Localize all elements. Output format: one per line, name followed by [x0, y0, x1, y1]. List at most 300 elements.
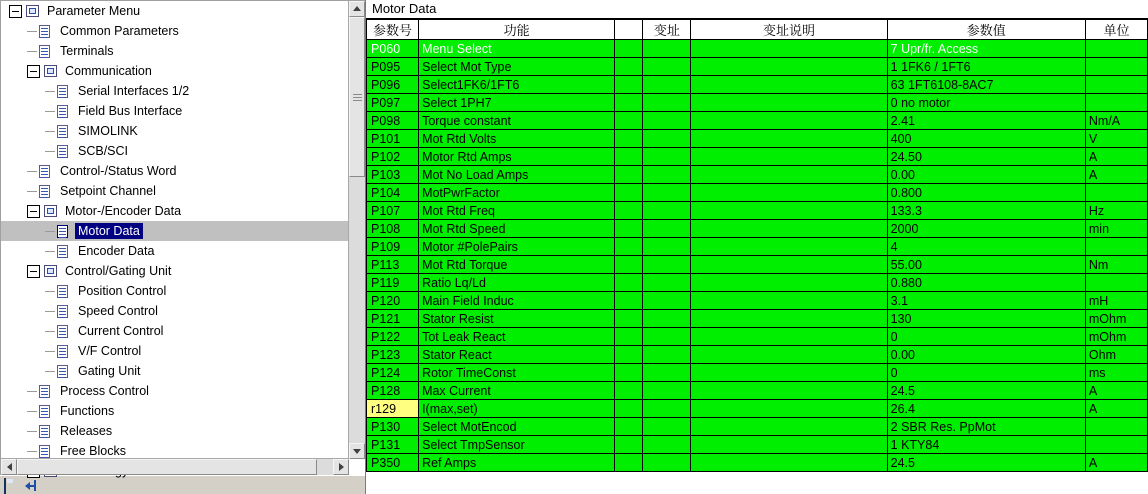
cell-unit[interactable]: Nm/A [1085, 112, 1147, 130]
cell-param-value[interactable]: 130 [887, 310, 1085, 328]
cell-index[interactable] [643, 292, 691, 310]
tree-item-label: Setpoint Channel [60, 184, 156, 198]
tree-indent [1, 361, 45, 381]
cell-param-value[interactable]: 0.00 [887, 346, 1085, 364]
cell-unit[interactable] [1085, 94, 1147, 112]
cell-function[interactable]: Select MotEncod [419, 418, 615, 436]
cell-param-number[interactable]: P130 [367, 418, 419, 436]
cell-index[interactable] [643, 400, 691, 418]
cell-param-number[interactable]: P109 [367, 238, 419, 256]
cell-param-number[interactable]: P103 [367, 166, 419, 184]
tree-item-encoder-data[interactable] [1, 241, 349, 261]
cell-param-number[interactable]: P131 [367, 436, 419, 454]
floppy-icon[interactable] [4, 479, 17, 491]
tree-item-label: Encoder Data [78, 244, 155, 258]
tree-item-label: Gating Unit [78, 364, 141, 378]
cell-param-number[interactable]: P128 [367, 382, 419, 400]
cell-index[interactable] [643, 166, 691, 184]
expander-minus-icon[interactable] [27, 65, 40, 78]
cell-unit[interactable]: A [1085, 382, 1147, 400]
tree-item-label: Current Control [78, 324, 164, 338]
tree-item-label: Control-/Status Word [60, 164, 177, 178]
table-row[interactable] [367, 274, 1148, 292]
tree-item-control-status-word[interactable] [1, 161, 349, 181]
tree-item-speed-control[interactable] [1, 301, 349, 321]
cell-blank[interactable] [615, 454, 643, 472]
tree-indent [1, 241, 45, 261]
table-scroll-viewport[interactable] [366, 18, 1148, 494]
table-row[interactable] [367, 58, 1148, 76]
table-row[interactable] [367, 382, 1148, 400]
cell-index-description[interactable] [691, 274, 887, 292]
cell-index-description[interactable] [691, 418, 887, 436]
tree-item-common-parameters[interactable] [1, 21, 349, 41]
cell-index-description[interactable] [691, 454, 887, 472]
tree-area[interactable] [0, 0, 365, 475]
cell-function[interactable]: Mot Rtd Freq [419, 202, 615, 220]
tree-connector-line [45, 291, 55, 292]
tree-item-process-control[interactable] [1, 381, 349, 401]
cell-param-value[interactable]: 24.50 [887, 148, 1085, 166]
tree-indent [1, 161, 27, 181]
cell-param-number[interactable]: P108 [367, 220, 419, 238]
tree-indent [1, 261, 27, 281]
cell-unit[interactable] [1085, 238, 1147, 256]
tree-horizontal-scroll-thumb[interactable] [17, 459, 317, 475]
cell-index-description[interactable] [691, 58, 887, 76]
cell-unit[interactable] [1085, 76, 1147, 94]
group-icon [44, 264, 58, 278]
table-row[interactable] [367, 364, 1148, 382]
cell-index[interactable] [643, 382, 691, 400]
scroll-down-arrow-icon[interactable] [349, 443, 365, 459]
cell-param-value[interactable]: 7 Upr/fr. Access [887, 40, 1085, 58]
cell-index[interactable] [643, 346, 691, 364]
tree-item-setpoint-channel[interactable] [1, 181, 349, 201]
table-row[interactable] [367, 40, 1148, 58]
tree-connector-line [45, 251, 55, 252]
tree-item-communication[interactable] [1, 61, 349, 81]
cell-blank[interactable] [615, 94, 643, 112]
tree-item-current-control[interactable] [1, 321, 349, 341]
cell-blank[interactable] [615, 220, 643, 238]
expander-minus-icon[interactable] [27, 205, 40, 218]
tree-indent [1, 421, 27, 441]
cell-blank[interactable] [615, 310, 643, 328]
cell-param-value[interactable]: 400 [887, 130, 1085, 148]
cell-index-description[interactable] [691, 130, 887, 148]
cell-index[interactable] [643, 418, 691, 436]
cell-function[interactable]: Mot No Load Amps [419, 166, 615, 184]
cell-function[interactable]: Mot Rtd Speed [419, 220, 615, 238]
table-row[interactable] [367, 400, 1148, 418]
cell-blank[interactable] [615, 202, 643, 220]
group-icon [44, 64, 58, 78]
cell-index-description[interactable] [691, 220, 887, 238]
cell-blank[interactable] [615, 130, 643, 148]
cell-index[interactable] [643, 40, 691, 58]
tree-item-releases[interactable] [1, 421, 349, 441]
cell-unit[interactable]: mOhm [1085, 310, 1147, 328]
cell-unit[interactable]: ms [1085, 364, 1147, 382]
scroll-up-arrow-icon[interactable] [349, 1, 365, 17]
table-row[interactable] [367, 328, 1148, 346]
tree-indent [1, 281, 45, 301]
cell-function[interactable]: Menu Select [419, 40, 615, 58]
table-row[interactable] [367, 292, 1148, 310]
table-row[interactable] [367, 418, 1148, 436]
cell-param-number[interactable]: P102 [367, 148, 419, 166]
table-row[interactable] [367, 202, 1148, 220]
cell-param-value[interactable]: 24.5 [887, 382, 1085, 400]
doc-icon [39, 184, 53, 198]
tree-item-scb-sci[interactable] [1, 141, 349, 161]
cell-index[interactable] [643, 238, 691, 256]
cell-index[interactable] [643, 436, 691, 454]
tree-item-label: Free Blocks [60, 444, 126, 458]
table-row[interactable] [367, 256, 1148, 274]
cell-blank[interactable] [615, 418, 643, 436]
cell-blank[interactable] [615, 382, 643, 400]
cell-index-description[interactable] [691, 382, 887, 400]
column-header-param-number[interactable]: 参数号 [367, 20, 419, 40]
cell-param-value[interactable]: 1 1FK6 / 1FT6 [887, 58, 1085, 76]
cell-param-value[interactable]: 4 [887, 238, 1085, 256]
group-icon [44, 204, 58, 218]
tree-item-label: Serial Interfaces 1/2 [78, 84, 190, 98]
cell-unit[interactable]: mH [1085, 292, 1147, 310]
tree-connector-line [27, 31, 37, 32]
cell-index-description[interactable] [691, 256, 887, 274]
tree-connector-line [45, 131, 55, 132]
tree-list [1, 1, 349, 481]
cell-param-number[interactable]: P119 [367, 274, 419, 292]
cell-index-description[interactable] [691, 40, 887, 58]
cell-unit[interactable]: V [1085, 130, 1147, 148]
cell-index[interactable] [643, 148, 691, 166]
doc-icon [39, 424, 53, 438]
cell-blank[interactable] [615, 76, 643, 94]
cell-blank[interactable] [615, 40, 643, 58]
cell-param-value[interactable]: 0.880 [887, 274, 1085, 292]
cell-index-description[interactable] [691, 166, 887, 184]
tree-item-label: V/F Control [78, 344, 142, 358]
cell-unit[interactable]: min [1085, 220, 1147, 238]
cell-unit[interactable] [1085, 436, 1147, 454]
tree-item-position-control[interactable] [1, 281, 349, 301]
cell-param-number[interactable]: P107 [367, 202, 419, 220]
cell-unit[interactable] [1085, 418, 1147, 436]
cell-unit[interactable]: Hz [1085, 202, 1147, 220]
cell-blank[interactable] [615, 328, 643, 346]
cell-param-number[interactable]: P098 [367, 112, 419, 130]
cell-unit[interactable] [1085, 184, 1147, 202]
cell-index-description[interactable] [691, 76, 887, 94]
cell-index[interactable] [643, 94, 691, 112]
cell-param-number[interactable]: P122 [367, 328, 419, 346]
cell-index-description[interactable] [691, 202, 887, 220]
cell-param-number[interactable]: P095 [367, 58, 419, 76]
cell-index[interactable] [643, 220, 691, 238]
cell-index-description[interactable] [691, 112, 887, 130]
cell-blank[interactable] [615, 112, 643, 130]
tree-indent [1, 1, 9, 21]
group-icon [26, 4, 40, 18]
cell-index-description[interactable] [691, 292, 887, 310]
tree-indent [1, 101, 45, 121]
tree-indent [1, 121, 45, 141]
cell-blank[interactable] [615, 436, 643, 454]
tree-item-gating-unit[interactable] [1, 361, 349, 381]
doc-icon [39, 384, 53, 398]
tree-connector-line [45, 331, 55, 332]
table-row[interactable] [367, 148, 1148, 166]
cell-function[interactable]: I(max,set) [419, 400, 615, 418]
tree-item-v-f-control[interactable] [1, 341, 349, 361]
cell-blank[interactable] [615, 292, 643, 310]
cell-function[interactable]: Ref Amps [419, 454, 615, 472]
cell-param-value[interactable]: 2 SBR Res. PpMot [887, 418, 1085, 436]
cell-param-number[interactable]: P121 [367, 310, 419, 328]
tree-item-label: Common Parameters [60, 24, 179, 38]
arrow-left-icon[interactable] [25, 480, 39, 491]
cell-param-value[interactable]: 63 1FT6108-8AC7 [887, 76, 1085, 94]
cell-function[interactable]: Torque constant [419, 112, 615, 130]
tree-indent [1, 41, 27, 61]
tree-indent [1, 401, 27, 421]
cell-function[interactable]: Tot Leak React [419, 328, 615, 346]
table-row[interactable] [367, 238, 1148, 256]
cell-blank[interactable] [615, 364, 643, 382]
cell-index[interactable] [643, 274, 691, 292]
cell-unit[interactable]: A [1085, 454, 1147, 472]
cell-blank[interactable] [615, 346, 643, 364]
column-header-blank[interactable] [615, 20, 643, 40]
tree-item-control-gating-unit[interactable] [1, 261, 349, 281]
cell-param-value[interactable]: 0 [887, 364, 1085, 382]
cell-index[interactable] [643, 130, 691, 148]
cell-blank[interactable] [615, 184, 643, 202]
cell-param-number[interactable]: P101 [367, 130, 419, 148]
cell-param-number[interactable]: P096 [367, 76, 419, 94]
parameter-tree-panel [0, 0, 366, 494]
table-row[interactable] [367, 76, 1148, 94]
cell-index[interactable] [643, 256, 691, 274]
doc-icon [57, 224, 71, 238]
cell-blank[interactable] [615, 238, 643, 256]
tree-item-functions[interactable] [1, 401, 349, 421]
cell-param-value[interactable]: 2000 [887, 220, 1085, 238]
table-row[interactable] [367, 310, 1148, 328]
cell-unit[interactable] [1085, 40, 1147, 58]
cell-index-description[interactable] [691, 364, 887, 382]
table-row[interactable] [367, 130, 1148, 148]
table-row[interactable] [367, 436, 1148, 454]
cell-param-value[interactable]: 133.3 [887, 202, 1085, 220]
tree-connector-line [45, 111, 55, 112]
table-row[interactable] [367, 346, 1148, 364]
cell-param-number[interactable]: P123 [367, 346, 419, 364]
cell-param-value[interactable]: 0 no motor [887, 94, 1085, 112]
cell-blank[interactable] [615, 166, 643, 184]
cell-index[interactable] [643, 184, 691, 202]
expander-minus-icon[interactable] [9, 5, 22, 18]
cell-unit[interactable]: Nm [1085, 256, 1147, 274]
cell-function[interactable]: Stator React [419, 346, 615, 364]
cell-blank[interactable] [615, 58, 643, 76]
cell-param-value[interactable]: 0 [887, 328, 1085, 346]
cell-function[interactable]: Mot Rtd Torque [419, 256, 615, 274]
tree-item-label: Functions [60, 404, 115, 418]
tree-item-simolink[interactable] [1, 121, 349, 141]
cell-param-value[interactable]: 3.1 [887, 292, 1085, 310]
cell-index-description[interactable] [691, 328, 887, 346]
cell-unit[interactable] [1085, 58, 1147, 76]
tree-indent [1, 61, 27, 81]
cell-index-description[interactable] [691, 184, 887, 202]
cell-function[interactable]: Select TmpSensor [419, 436, 615, 454]
cell-index-description[interactable] [691, 400, 887, 418]
cell-param-value[interactable]: 55.00 [887, 256, 1085, 274]
cell-param-value[interactable]: 24.5 [887, 454, 1085, 472]
table-row[interactable] [367, 184, 1148, 202]
cell-unit[interactable]: mOhm [1085, 328, 1147, 346]
tree-connector-line [45, 231, 55, 232]
tree-item-terminals[interactable] [1, 41, 349, 61]
cell-function[interactable]: Max Current [419, 382, 615, 400]
tree-vertical-scrollbar[interactable] [348, 1, 365, 459]
cell-param-value[interactable]: 1 KTY84 [887, 436, 1085, 454]
scroll-left-arrow-icon[interactable] [1, 459, 17, 475]
tree-vertical-scroll-thumb[interactable] [349, 17, 365, 177]
column-header-param-value[interactable]: 参数值 [887, 20, 1085, 40]
parameter-table [366, 19, 1148, 472]
cell-index-description[interactable] [691, 436, 887, 454]
tree-scroll-viewport [1, 1, 349, 459]
cell-function[interactable]: Stator Resist [419, 310, 615, 328]
cell-function[interactable]: Rotor TimeConst [419, 364, 615, 382]
cell-param-value[interactable]: 2.41 [887, 112, 1085, 130]
column-header-function[interactable]: 功能 [419, 20, 615, 40]
tree-item-field-bus-interface[interactable] [1, 101, 349, 121]
cell-function[interactable]: MotPwrFactor [419, 184, 615, 202]
cell-unit[interactable]: A [1085, 400, 1147, 418]
cell-function[interactable]: Mot Rtd Volts [419, 130, 615, 148]
cell-index[interactable] [643, 112, 691, 130]
cell-function[interactable]: Motor #PolePairs [419, 238, 615, 256]
tree-item-label: Field Bus Interface [78, 104, 183, 118]
cell-param-value[interactable]: 0.800 [887, 184, 1085, 202]
tree-indent [1, 341, 45, 361]
cell-param-number[interactable]: P120 [367, 292, 419, 310]
cell-unit[interactable] [1085, 274, 1147, 292]
cell-unit[interactable]: A [1085, 148, 1147, 166]
scroll-right-arrow-icon[interactable] [333, 459, 349, 475]
cell-blank[interactable] [615, 256, 643, 274]
cell-index[interactable] [643, 202, 691, 220]
cell-param-number[interactable]: P113 [367, 256, 419, 274]
expander-minus-icon[interactable] [27, 265, 40, 278]
tree-item-label: SCB/SCI [78, 144, 129, 158]
column-header-index[interactable]: 变址 [643, 20, 691, 40]
cell-index[interactable] [643, 310, 691, 328]
cell-param-number[interactable]: P350 [367, 454, 419, 472]
cell-param-value[interactable]: 0.00 [887, 166, 1085, 184]
cell-index[interactable] [643, 364, 691, 382]
tree-item-label: Motor-/Encoder Data [65, 204, 182, 218]
table-row[interactable] [367, 454, 1148, 472]
cell-index-description[interactable] [691, 310, 887, 328]
tree-item-parameter-menu[interactable] [1, 1, 349, 21]
cell-function[interactable]: Ratio Lq/Ld [419, 274, 615, 292]
column-header-unit[interactable]: 单位 [1085, 20, 1147, 40]
cell-param-number[interactable]: P124 [367, 364, 419, 382]
cell-function[interactable]: Select1FK6/1FT6 [419, 76, 615, 94]
doc-icon [57, 344, 71, 358]
tree-indent [1, 321, 45, 341]
tree-indent [1, 81, 45, 101]
cell-blank[interactable] [615, 400, 643, 418]
cell-param-number[interactable]: P104 [367, 184, 419, 202]
doc-icon [57, 324, 71, 338]
tree-item-motor-encoder-data[interactable] [1, 201, 349, 221]
table-row[interactable] [367, 220, 1148, 238]
cell-param-number[interactable]: r129 [367, 400, 419, 418]
cell-function[interactable]: Motor Rtd Amps [419, 148, 615, 166]
cell-blank[interactable] [615, 274, 643, 292]
table-row[interactable] [367, 112, 1148, 130]
cell-index[interactable] [643, 454, 691, 472]
doc-icon [57, 144, 71, 158]
cell-index[interactable] [643, 328, 691, 346]
doc-icon [57, 124, 71, 138]
tree-item-label: Position Control [78, 284, 167, 298]
tree-connector-line [27, 51, 37, 52]
cell-unit[interactable]: Ohm [1085, 346, 1147, 364]
table-body [367, 40, 1148, 472]
panel-title: Motor Data [366, 0, 1148, 18]
table-row[interactable] [367, 94, 1148, 112]
cell-index-description[interactable] [691, 346, 887, 364]
cell-unit[interactable]: A [1085, 166, 1147, 184]
cell-param-value[interactable]: 26.4 [887, 400, 1085, 418]
cell-function[interactable]: Select 1PH7 [419, 94, 615, 112]
tree-item-motor-data[interactable] [1, 221, 349, 241]
tree-indent [1, 141, 45, 161]
cell-index-description[interactable] [691, 148, 887, 166]
cell-param-number[interactable]: P097 [367, 94, 419, 112]
cell-index[interactable] [643, 76, 691, 94]
cell-index[interactable] [643, 58, 691, 76]
cell-param-number[interactable]: P060 [367, 40, 419, 58]
tree-horizontal-scrollbar[interactable] [1, 458, 349, 475]
cell-function[interactable]: Select Mot Type [419, 58, 615, 76]
tree-connector-line [27, 411, 37, 412]
cell-blank[interactable] [615, 148, 643, 166]
cell-index-description[interactable] [691, 238, 887, 256]
tree-indent [1, 181, 27, 201]
table-row[interactable] [367, 166, 1148, 184]
tree-indent [1, 301, 45, 321]
tree-connector-line [45, 91, 55, 92]
column-header-index-description[interactable]: 变址说明 [691, 20, 887, 40]
tree-item-serial-interfaces-1-2[interactable] [1, 81, 349, 101]
tree-connector-line [45, 371, 55, 372]
tree-indent [1, 21, 27, 41]
tree-indent [1, 221, 45, 241]
cell-index-description[interactable] [691, 94, 887, 112]
cell-function[interactable]: Main Field Induc [419, 292, 615, 310]
